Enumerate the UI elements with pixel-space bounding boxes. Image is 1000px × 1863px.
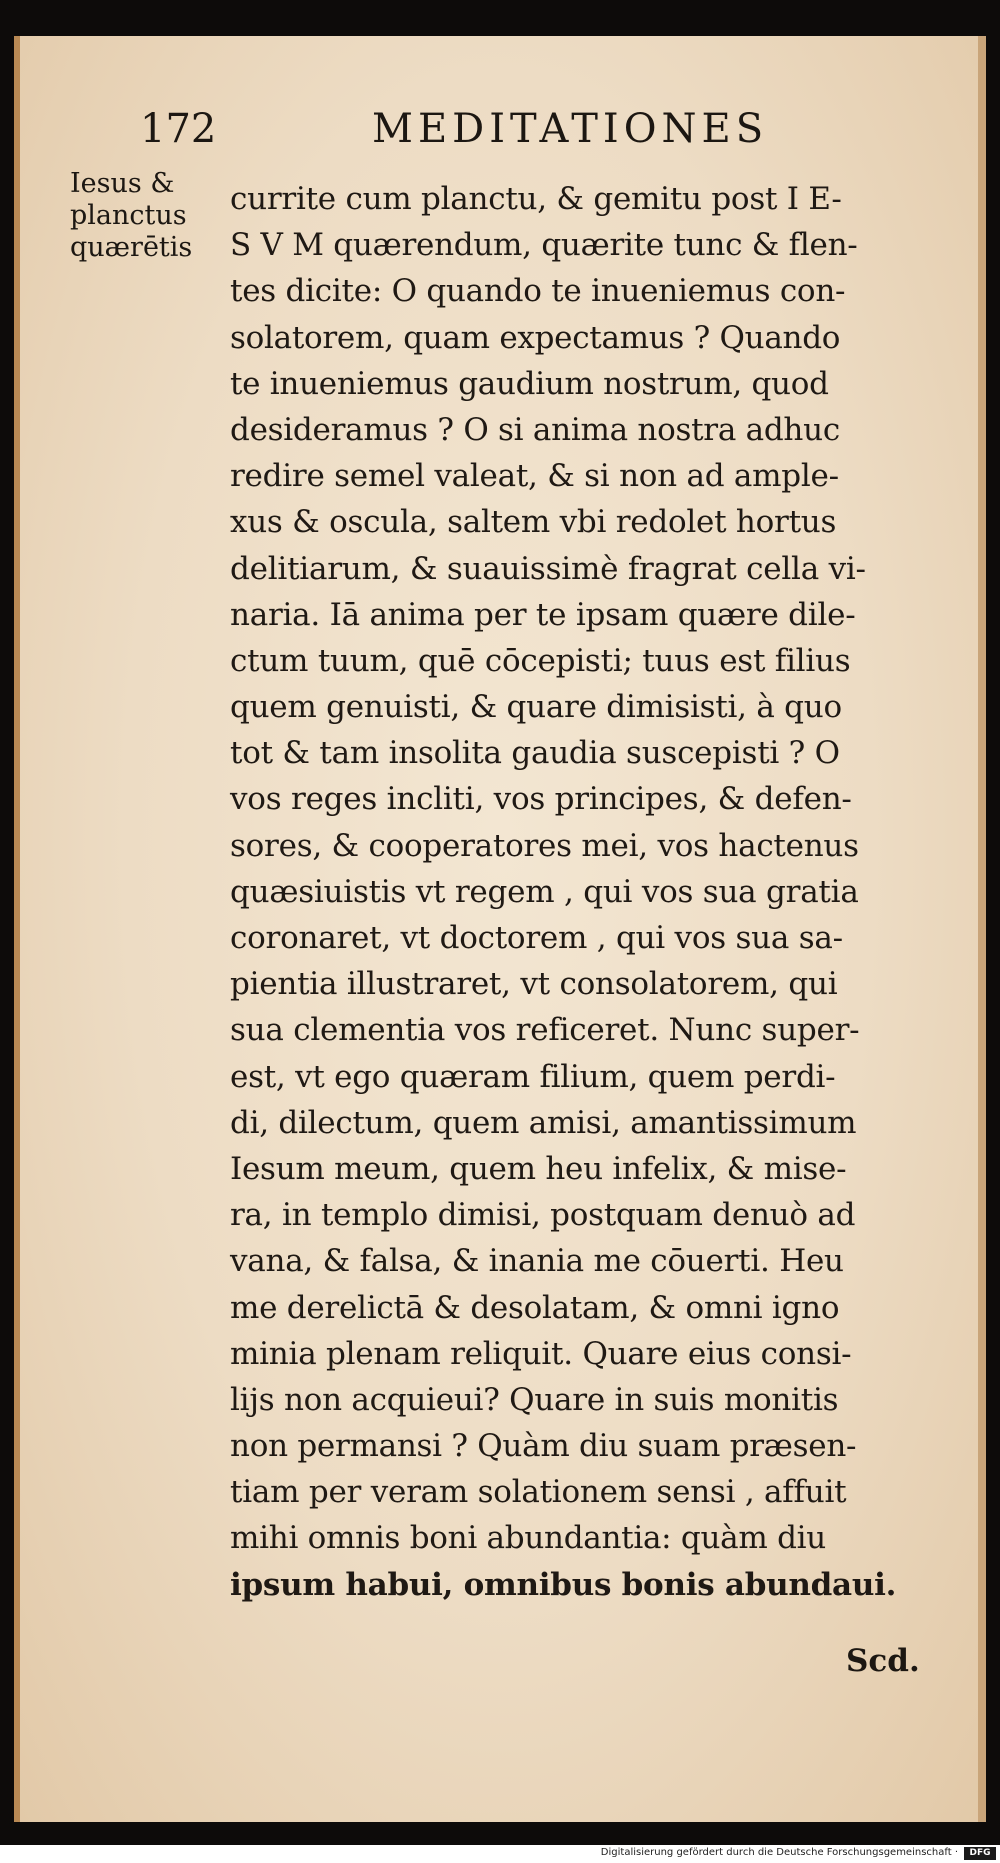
text-line: minia plenam reliquit. Quare eius consi- <box>230 1335 852 1372</box>
dfg-logo-icon: DFG <box>964 1847 996 1860</box>
text-line: quem genuisti, & quare dimisisti, à quo <box>230 689 842 726</box>
text-line: Iesum meum, quem heu infelix, & mise- <box>230 1150 847 1187</box>
body-text <box>230 176 930 1608</box>
text-line: ra, in templo dimisi, postquam denuò ad <box>230 1197 856 1234</box>
text-line: est, vt ego quæram filium, quem perdi- <box>230 1058 836 1095</box>
text-line: vos reges incliti, vos principes, & defen- <box>230 781 852 818</box>
marginal-note-line: quærētis <box>70 232 193 263</box>
text-line: currite cum planctu, & gemitu post I E- <box>230 181 842 217</box>
page-number: 172 <box>140 106 217 152</box>
book-page <box>14 36 986 1822</box>
text-line: naria. Iā anima per te ipsam quære dile- <box>230 596 856 633</box>
text-line: redire semel valeat, & si non ad ample- <box>230 458 839 495</box>
text-line: tot & tam insolita gaudia suscepisti ? O <box>230 735 840 772</box>
page-header <box>20 106 978 166</box>
marginal-note-line: Iesus & <box>70 168 175 199</box>
text-line: non permansi ? Quàm diu suam præsen- <box>230 1428 857 1465</box>
marginal-note <box>70 168 240 264</box>
text-line: pientia illustraret, vt consolatorem, qui <box>230 966 838 1003</box>
text-line: sores, & cooperatores mei, vos hactenus <box>230 827 859 864</box>
text-line: di, dilectum, quem amisi, amantissimum <box>230 1104 857 1141</box>
text-line: coronaret, vt doctorem , qui vos sua sa- <box>230 920 843 956</box>
text-line: sua clementia vos reficeret. Nunc super- <box>230 1012 860 1049</box>
text-line: te inueniemus gaudium nostrum, quod <box>230 365 829 402</box>
marginal-note-line: planctus <box>70 200 187 231</box>
text-line: ctum tuum, quē cōcepisti; tuus est filius <box>230 642 851 679</box>
footer-bar <box>0 1845 1000 1863</box>
text-line: mihi omnis boni abundantia: quàm diu <box>230 1520 826 1557</box>
text-line: xus & oscula, saltem vbi redolet hortus <box>230 504 837 541</box>
text-line: vana, & falsa, & inania me cōuerti. Heu <box>230 1243 844 1280</box>
text-line: tes dicite: O quando te inueniemus con- <box>230 273 846 310</box>
text-line: me derelictā & desolatam, & omni igno <box>230 1289 840 1326</box>
text-line: quæsiuistis vt regem , qui vos sua gratia <box>230 873 859 910</box>
text-line: S V M quærendum, quærite tunc & flen- <box>230 227 858 264</box>
footer-credit: Digitalisierung gefördert durch die Deutsche Forschungsgemeinschaft · <box>600 1847 958 1858</box>
catchword: Scd. <box>846 1643 920 1679</box>
text-line: tiam per veram solationem sensi , affuit <box>230 1474 847 1511</box>
text-line: desideramus ? O si anima nostra adhuc <box>230 411 840 448</box>
running-title: MEDITATIONES <box>372 106 769 152</box>
text-line: lijs non acquieui? Quare in suis monitis <box>230 1381 839 1418</box>
text-line: delitiarum, & suauissimè fragrat cella vi- <box>230 550 866 587</box>
text-line: solatorem, quam expectamus ? Quando <box>230 319 841 356</box>
text-line: ipsum habui, omnibus bonis abundaui. <box>230 1566 897 1603</box>
